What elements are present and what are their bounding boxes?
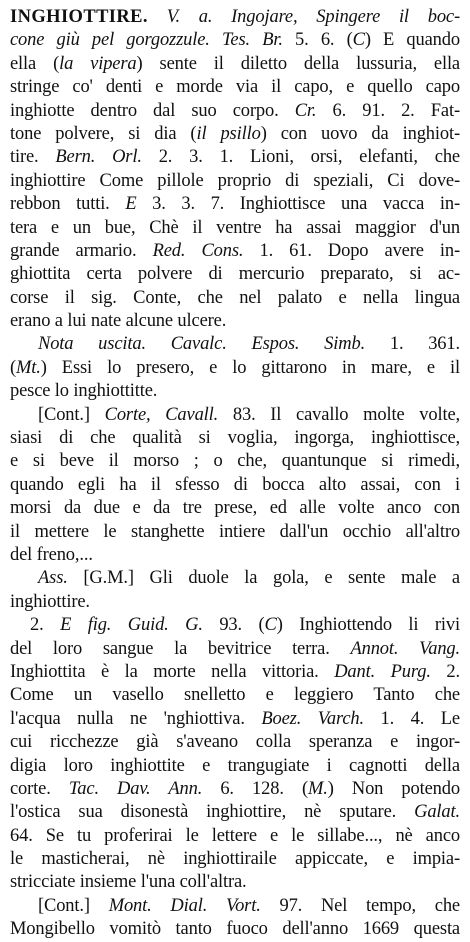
text-run: inghiottire. — [10, 591, 90, 612]
text-run: del freno,... — [10, 544, 93, 565]
text-run: tone polvere, si dia ( — [10, 123, 197, 144]
text-line — [10, 521, 460, 544]
text-run: 6. 128. ( — [202, 778, 308, 799]
text-line — [10, 778, 460, 801]
text-line — [10, 801, 460, 824]
text-line — [10, 240, 460, 263]
text-line — [10, 310, 460, 333]
text-line — [10, 848, 460, 871]
text-run: stricciate insieme l'una coll'altra. — [10, 872, 247, 893]
text-line — [10, 357, 460, 380]
text-run: corse il sig. Conte, che nel palato e nella lingua — [10, 287, 460, 308]
text-run: e si beve il morso ; o che, quantunque si rimedi, — [10, 451, 460, 472]
text-line — [10, 661, 460, 684]
text-line — [10, 427, 460, 450]
text-run: l'ostica sua disonestà inghiottire, nè sputare. — [10, 802, 415, 823]
text-run: ella ( — [10, 53, 60, 74]
text-run: ) E quando — [364, 30, 460, 51]
text-run: il mettere le stanghette intiere dall'un occhio all'altro — [10, 521, 460, 542]
text-run: morsi da due e da tre prese, ed alle volte anco con — [10, 498, 460, 519]
text-line — [10, 380, 460, 403]
text-run: [G.M.] Gli duole la gola, e sente male a — [67, 568, 460, 589]
text-run: 97. Nel tempo, che — [260, 895, 460, 916]
text-run: ghiottita certa polvere di mercurio preparato, si ac- — [10, 264, 460, 285]
citation-italic: Mont. Dial. Vort. — [108, 895, 261, 916]
text-run: 2. — [30, 615, 61, 636]
citation-italic: Mt. — [16, 357, 41, 378]
text-line — [10, 731, 460, 754]
text-line — [10, 170, 460, 193]
text-run: Mongibello vomitò tanto fuoco dell'anno 1669 questa — [10, 919, 460, 940]
text-run: ( — [10, 357, 17, 378]
text-run: 83. Il cavallo molte volte, — [218, 404, 460, 425]
text-run: ) con uovo da inghiot- — [260, 123, 460, 144]
text-line — [10, 29, 460, 52]
text-run: ) Inghiottendo li rivi — [276, 615, 460, 636]
text-run: 93. ( — [202, 615, 265, 636]
text-line — [10, 544, 460, 567]
text-run: inghiotte dentro dal suo corpo. — [10, 100, 295, 121]
headword: INGHIOTTIRE. — [10, 7, 148, 27]
text-run: siasi di che qualità si voglia, ingorga, inghiottisce, — [10, 428, 460, 449]
text-line — [10, 404, 460, 427]
text-run: ) sente il diletto della lussuria, ella — [136, 53, 460, 74]
citation-italic: Bern. Orl. — [55, 147, 142, 168]
text-line — [10, 76, 460, 99]
text-run: inghiottire Come pillole proprio di speziali, Ci dove- — [10, 170, 460, 191]
text-run: 5. 6. ( — [282, 30, 353, 51]
citation-italic: Galat. — [414, 802, 460, 823]
citation-italic: Ass. — [38, 568, 68, 589]
text-line — [10, 825, 460, 848]
text-run: 3. 3. 7. Inghiottisce una vacca in- — [136, 194, 460, 215]
text-line — [10, 100, 460, 123]
text-run: del loro sangue la bevitrice terra. — [10, 638, 351, 659]
text-line — [10, 895, 460, 918]
citation-italic: il psillo — [196, 123, 261, 144]
text-line — [10, 755, 460, 778]
text-line — [10, 287, 460, 310]
text-run: quando egli ha il sfesso di bocca alto assai, con i — [10, 474, 460, 495]
text-line — [10, 591, 460, 614]
text-line — [10, 217, 460, 240]
citation-italic: C — [264, 615, 277, 636]
text-line — [10, 497, 460, 520]
citation-italic: la vipera — [59, 53, 137, 74]
citation-italic: Boez. Varch. — [261, 708, 364, 729]
text-run: 1. 361. — [365, 334, 460, 355]
text-run: rebbon tutti. — [10, 194, 126, 215]
text-run: cui ricchezze già s'aveano colla speranza e ingor- — [10, 732, 460, 753]
text-line — [10, 123, 460, 146]
text-line — [10, 333, 460, 356]
text-run: l'acqua nulla ne 'nghiottiva. — [10, 708, 262, 729]
citation-italic: M. — [307, 778, 328, 799]
text-line — [10, 638, 460, 661]
citation-italic: Cr. — [294, 100, 317, 121]
citation-italic: E — [125, 194, 137, 215]
text-line — [10, 871, 460, 894]
text-run: pesce lo inghiottitte. — [10, 381, 158, 402]
text-run: digia loro inghiottite e trangugiate i cagnotti della — [10, 755, 460, 776]
citation-italic: C — [352, 30, 365, 51]
text-line — [10, 146, 460, 169]
citation-italic: E fig. Guid. G. — [60, 615, 203, 636]
text-line — [10, 684, 460, 707]
text-run: [Cont.] — [38, 404, 105, 425]
citation-italic: Corte, Cavall. — [104, 404, 219, 425]
citation-italic: Dant. Purg. — [334, 661, 431, 682]
text-run: le masticherai, nè inghiottiraile appiccate, e impia- — [10, 849, 460, 870]
citation-italic: Red. Cons. — [152, 240, 244, 261]
text-run: ) Non potendo — [327, 778, 460, 799]
text-run: 6. 91. 2. Fat- — [316, 100, 460, 121]
citation-italic: Nota uscita. Cavalc. Espos. Simb. — [38, 334, 366, 355]
text-run: erano a lui nate alcune ulcere. — [10, 311, 227, 332]
text-line — [10, 708, 460, 731]
text-run: corte. — [10, 778, 69, 799]
text-run: [Cont.] — [38, 895, 109, 916]
text-line — [10, 450, 460, 473]
text-run: Inghiottita è la morte nella vittoria. — [10, 661, 335, 682]
text-run: stringe co' denti e morde via il capo, e quello capo — [10, 77, 460, 98]
text-line — [10, 193, 460, 216]
text-line — [10, 53, 460, 76]
text-run: tera e un bue, Chè il ventre ha assai maggior d'un — [10, 217, 460, 238]
text-line — [10, 263, 460, 286]
text-run: tire. — [10, 147, 56, 168]
citation-italic: cone giù pel gorgozzule. Tes. Br. — [10, 30, 283, 51]
text-run: 1. 61. Dopo avere in- — [243, 240, 460, 261]
text-run: 2. — [430, 661, 460, 682]
citation-italic: Annot. Vang. — [350, 638, 460, 659]
citation-italic: Tac. Dav. Ann. — [68, 778, 203, 799]
text-line — [10, 614, 460, 637]
text-line — [10, 918, 460, 941]
text-run: grande armario. — [10, 240, 153, 261]
text-run: 2. 3. 1. Lioni, orsi, elefanti, che — [141, 147, 460, 168]
dictionary-entry-inghiottire — [10, 6, 460, 942]
text-run: 64. Se tu proferirai le lettere e le sillabe..., nè anco — [10, 825, 460, 846]
text-run: ) Essi lo presero, e lo gittarono in mare, e il — [40, 357, 460, 378]
text-line — [10, 6, 460, 29]
text-run: 1. 4. Le — [363, 708, 460, 729]
text-line — [10, 567, 460, 590]
citation-italic: V. a. Ingojare, Spingere il boc- — [147, 7, 460, 27]
text-run: Come un vasello snelletto e leggiero Tanto che — [10, 685, 460, 706]
text-line — [10, 474, 460, 497]
